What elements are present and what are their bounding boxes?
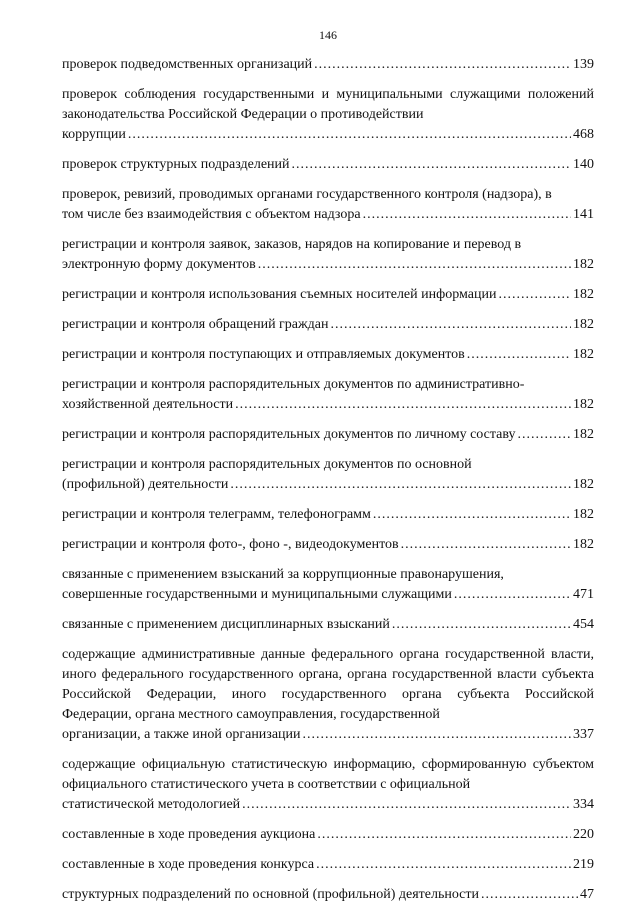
entry-text-end: структурных подразделений по основной (профильной) деятельности [62,887,480,902]
index-entry [62,615,594,635]
index-entry [62,315,594,335]
entry-page-number: 468 [573,127,594,142]
entry-page-number: 471 [573,587,594,602]
entry-last-line [62,585,594,605]
entry-text-end: регистрации и контроля фото-, фоно -, видеодокументов [62,537,399,552]
entry-text-end: составленные в ходе проведения конкурса [62,857,315,872]
entry-text-end: составленные в ходе проведения аукциона [62,827,316,842]
entry-last-line [62,395,594,415]
index-entry [62,155,594,175]
entry-last-line [62,205,594,225]
entry-text-end: регистрации и контроля использования съемных носителей информации [62,287,497,302]
dot-leader [454,585,571,605]
entry-text: связанные с применением взысканий за коррупционные правонарушения, [62,567,504,582]
dot-leader [481,885,578,905]
entry-last-line [62,475,594,495]
dot-leader [258,255,571,275]
entry-page-number: 454 [573,617,594,632]
entry-page-number: 182 [573,397,594,412]
entry-text-end: проверок подведомственных организаций [62,57,313,72]
index-entry [62,855,594,875]
entry-page-number: 182 [573,427,594,442]
entry-page-number: 219 [573,857,594,872]
entry-text-end: регистрации и контроля поступающих и отправляемых документов [62,347,465,362]
entry-text: регистрации и контроля распорядительных документов по административно- [62,377,525,392]
entry-last-line [62,855,594,875]
entry-text: проверок, ревизий, проводимых органами государственного контроля (надзора), в [62,187,552,202]
dot-leader [316,855,571,875]
index-entry [62,755,594,815]
index-entry [62,825,594,845]
entry-page-number: 220 [573,827,594,842]
entry-last-line [62,315,594,335]
index-entry [62,285,594,305]
index-entry [62,375,594,415]
entry-page-number: 334 [573,797,594,812]
entry-page-number: 182 [573,287,594,302]
entry-page-number: 337 [573,727,594,742]
page-number: 146 [319,28,337,42]
entry-page-number: 140 [573,157,594,172]
entry-text-end: проверок структурных подразделений [62,157,290,172]
entry-page-number: 182 [573,507,594,522]
entry-text: регистрации и контроля заявок, заказов, нарядов на копирование и перевод в [62,237,522,252]
entry-page-number: 182 [573,537,594,552]
index-entry [62,455,594,495]
entry-last-line [62,55,594,75]
entry-page-number: 139 [573,57,594,72]
entry-text-end: связанные с применением дисциплинарных взысканий [62,617,390,632]
entry-page-number: 182 [573,257,594,272]
dot-leader [392,615,571,635]
index-entry [62,55,594,75]
entry-text-end: статистической методологией [62,797,241,812]
entry-last-line [62,795,594,815]
entry-page-number: 182 [573,347,594,362]
entry-text: содержащие административные данные федерального органа государственной власти, иного федерального государственного органа, органа государственной власти субъекта Российской Федерации, иного государственного органа субъекта Российской Федерации, органа местного самоуправления, государственной [62,647,594,722]
dot-leader [331,315,571,335]
index-entry [62,645,594,745]
entry-last-line [62,155,594,175]
dot-leader [467,345,571,365]
entry-page-number: 141 [573,207,594,222]
dot-leader [292,155,571,175]
entry-last-line [62,345,594,365]
entry-text-end: совершенные государственными и муниципальными служащими [62,587,452,602]
index-entry [62,885,594,905]
dot-leader [303,725,571,745]
entry-text: проверок соблюдения государственными и муниципальными служащими положений законодательства Российской Федерации о противодействии [62,87,594,122]
entry-text-end: регистрации и контроля обращений граждан [62,317,329,332]
entry-text: содержащие официальную статистическую информацию, сформированную субъектом официального статистического учета в соответствии с официальной [62,757,594,792]
index-entries [62,55,594,905]
entry-last-line [62,535,594,555]
entry-text-end: (профильной) деятельности [62,477,229,492]
entry-last-line [62,825,594,845]
entry-last-line [62,615,594,635]
entry-last-line [62,725,594,745]
entry-page-number: 182 [573,317,594,332]
dot-leader [517,425,571,445]
entry-text-end: хозяйственной деятельности [62,397,234,412]
dot-leader [363,205,571,225]
dot-leader [373,505,571,525]
index-entry [62,235,594,275]
dot-leader [242,795,571,815]
dot-leader [317,825,571,845]
entry-last-line [62,285,594,305]
index-entry [62,345,594,365]
dot-leader [235,395,571,415]
dot-leader [498,285,571,305]
index-entry [62,565,594,605]
dot-leader [128,125,571,145]
entry-text-end: организации, а также иной организации [62,727,301,742]
dot-leader [230,475,571,495]
entry-text-end: том числе без взаимодействия с объектом надзора [62,207,361,222]
entry-last-line [62,505,594,525]
entry-last-line [62,125,594,145]
entry-text-end: регистрации и контроля телеграмм, телефонограмм [62,507,371,522]
dot-leader [401,535,571,555]
index-entry [62,85,594,145]
entry-text-end: электронную форму документов [62,257,256,272]
entry-last-line [62,425,594,445]
dot-leader [314,55,571,75]
entry-text-end: регистрации и контроля распорядительных документов по личному составу [62,427,516,442]
entry-page-number: 182 [573,477,594,492]
index-entry [62,535,594,555]
entry-text: регистрации и контроля распорядительных документов по основной [62,457,472,472]
index-entry [62,425,594,445]
entry-page-number: 47 [580,887,594,902]
index-entry [62,185,594,225]
entry-last-line [62,885,594,905]
entry-text-end: коррупции [62,127,126,142]
index-entry [62,505,594,525]
entry-last-line [62,255,594,275]
